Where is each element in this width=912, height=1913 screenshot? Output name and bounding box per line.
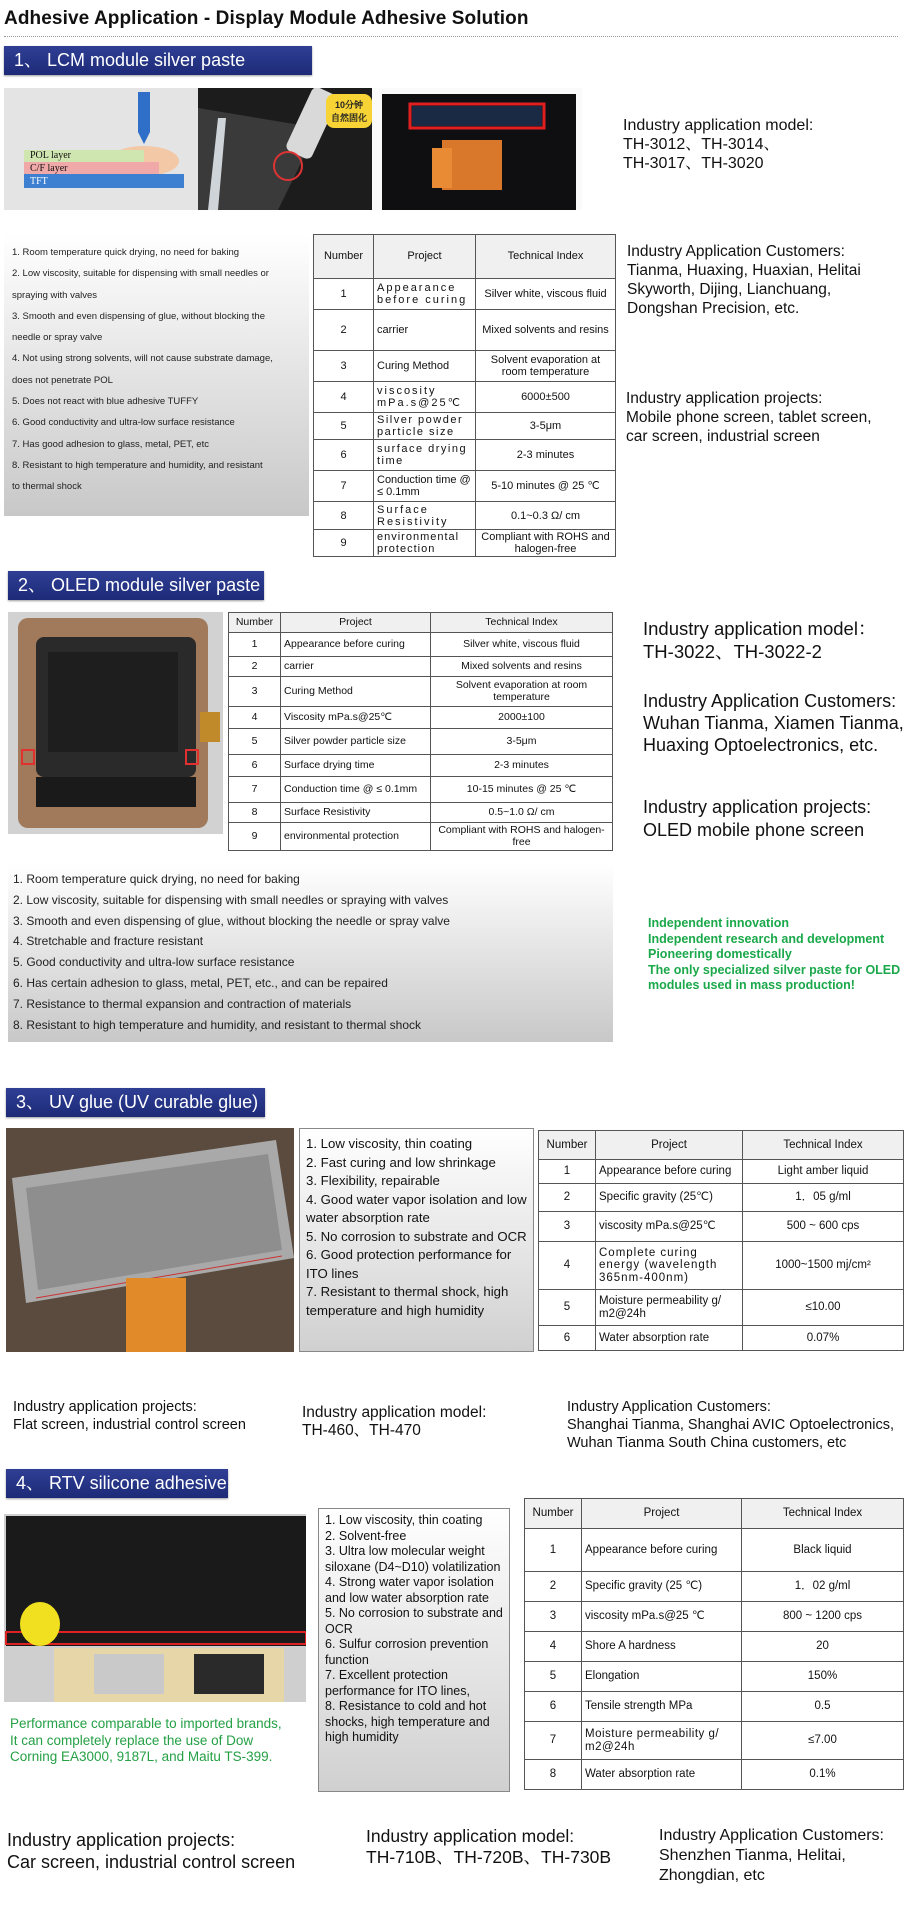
section-2-projects [643,796,871,842]
section-4-header: 4、 RTV silicone adhesive [6,1469,228,1498]
page-title: Adhesive Application - Display Module Adhesive Solution [4,8,529,29]
highlight-line: Pioneering domestically [648,947,792,961]
section-1-customers [627,242,861,318]
feature-line: needle or spray valve [12,332,103,344]
title-divider [4,36,898,37]
feature-line: 7. Has good adhesion to glass, metal, PET, etc [12,438,209,450]
table-row: 6 surface drying time 2-3 minutes [314,440,616,471]
projects-line-1: OLED mobile phone screen [643,820,865,840]
feature-line: 1. Low viscosity, thin coating [306,1136,473,1151]
feature-line: 2. Fast curing and low shrinkage [306,1154,496,1170]
table-row: 2 carrier Mixed solvents and resins [314,310,616,351]
section-4-features [318,1508,510,1792]
highlight-line: Independent research and development [648,931,885,946]
feature-line: 5. No corrosion to substrate and OCR [306,1228,527,1244]
table-row: 2 Specific gravity (25℃) 1．05 g/ml [539,1184,904,1212]
highlight-line: The only specialized silver paste for OLED [648,962,901,977]
section-3-features [299,1128,534,1352]
feature-line: 7. Excellent protection performance for ITO lines, [325,1668,470,1698]
rtv-silicone-graphic [4,1514,306,1702]
table-row: 6 Tensile strength MPa 0.5 [525,1692,904,1722]
customers-heading: Industry Application Customers: [567,1399,771,1415]
customers-line-2: Skyworth, Dijing, Lianchuang, [627,281,832,298]
header-project: Project [596,1131,743,1160]
section-1-model [623,116,813,173]
feature-line: does not penetrate POL [12,374,113,386]
table-row: 3 Curing Method Solvent evaporation at room temperature [314,351,616,382]
lcm-module-photo [372,88,582,210]
comparison-line: Performance comparable to imported brands, [10,1716,282,1731]
customers-line-1: Shenzhen Tianma, Helitai, [659,1847,846,1864]
feature-line: 6. Sulfur corrosion prevention function [325,1637,489,1667]
feature-line: 2. Low viscosity, suitable for dispensing with small needles or spraying with valves [13,892,449,907]
projects-heading: Industry application projects: [643,797,872,817]
uv-glue-graphic [6,1128,294,1352]
section-4-spec-table [524,1498,904,1790]
feature-line: 3. Ultra low molecular weight siloxane (D4~D10) volatilization [325,1544,501,1574]
projects-line-2: car screen, industrial screen [626,428,820,445]
table-row: 8 Water absorption rate 0.1% [525,1760,904,1790]
section-1-spec-table [313,234,616,557]
model-heading: Industry application model： [643,618,877,639]
table-row: 1 Appearance before curing Black liquid [525,1529,904,1572]
table-row: 7 Moisture permeability g/ m2@24h ≤7.00 [525,1722,904,1760]
lcm-module-graphic [372,88,582,210]
customers-heading: Industry Application Customers: [627,243,845,260]
table-row: 2 carrier Mixed solvents and resins [229,657,613,677]
section-3-model [302,1404,486,1440]
table-row: 1 Appearance before curing Silver white, viscous fluid [229,633,613,657]
feature-line: 6. Good conductivity and ultra-low surface resistance [12,417,235,429]
oled-module-photo [8,612,223,834]
customers-line-2: Zhongdian, etc [659,1867,765,1884]
header-technical-index: Technical Index [742,1499,904,1529]
feature-line: 1. Room temperature quick drying, no need for baking [12,247,240,258]
feature-line: 5. Good conductivity and ultra-low surface resistance [13,955,295,970]
section-2-spec-table [228,612,613,851]
model-line-2: TH-3017、TH-3020 [623,155,764,172]
feature-line: 6. Good protection performance for ITO lines [306,1247,512,1281]
oled-module-graphic [8,612,223,834]
highlight-line: modules used in mass production! [648,978,855,992]
section-2-customers [643,690,912,756]
section-2-model [643,617,876,663]
tft-layer-label: TFT [30,176,48,187]
table-row: 3 viscosity mPa.s@25 ℃ 800 ~ 1200 cps [525,1602,904,1632]
customers-line-2: Huaxing Optoelectronics, etc. [643,735,879,755]
feature-line: 3. Flexibility, repairable [306,1173,440,1188]
section-1-header: 1、 LCM module silver paste [4,46,312,75]
section-4-projects [7,1829,295,1873]
dispensing-photo [198,88,373,210]
table-row: 1 Appearance before curing Light amber liquid [539,1160,904,1184]
feature-line: 1. Low viscosity, thin coating [325,1513,483,1527]
layer-diagram-graphic [4,88,200,210]
table-row: 2 Specific gravity (25 ℃) 1．02 g/ml [525,1572,904,1602]
model-line-1: TH-3022、TH-3022-2 [643,641,822,662]
customers-heading: Industry Application Customers: [659,1827,884,1844]
feature-line: spraying with valves [12,289,98,301]
feature-line: 5. No corrosion to substrate and OCR [325,1606,503,1636]
cf-layer-label: C/F layer [30,163,68,174]
table-row: 6 Surface drying time 2-3 minutes [229,755,613,777]
feature-line: 2. Solvent-free [325,1528,407,1543]
feature-line: 8. Resistant to high temperature and humidity, and resistant [12,459,263,471]
model-heading: Industry application model: [623,117,814,134]
customers-line-1: Wuhan Tianma, Xiamen Tianma, [643,713,904,733]
table-row: 8 Surface Resistivity 0.5~1.0 Ω/ cm [229,803,613,823]
section-1-features [4,234,309,516]
header-technical-index: Technical Index [431,613,613,633]
table-row: 4 Shore A hardness 20 [525,1632,904,1662]
projects-line-1: Mobile phone screen, tablet screen, [626,409,872,426]
table-row: 5 Elongation 150% [525,1662,904,1692]
section-3-header: 3、 UV glue (UV curable glue) [6,1088,265,1117]
feature-line: 3. Smooth and even dispensing of glue, without blocking the [12,310,265,322]
feature-line: 4. Strong water vapor isolation and low water absorption rate [325,1575,494,1605]
rtv-silicone-photo [4,1514,306,1702]
table-row: 4 Viscosity mPa.s@25℃ 2000±100 [229,707,613,729]
projects-heading: Industry application projects: [626,390,823,407]
feature-line: 4. Good water vapor isolation and low water absorption rate [306,1191,527,1225]
customers-line-1: Tianma, Huaxing, Huaxian, Helitai [627,262,861,279]
section-3-customers [567,1398,894,1452]
uv-glue-photo [6,1128,294,1352]
section-1-projects [626,389,872,446]
section-4-model [366,1826,611,1868]
table-row: 4 Complete curing energy (wavelength 365nm-400nm) 1000~1500 mj/cm² [539,1242,904,1290]
comparison-line: It can completely replace the use of Dow [10,1732,254,1748]
projects-line-1: Car screen, industrial control screen [7,1852,296,1872]
feature-line: 1. Room temperature quick drying, no need for baking [13,872,300,886]
feature-line: 8. Resistant to high temperature and humidity, and resistant to thermal shock [13,1017,421,1032]
table-row: 8 Surface Resistivity 0.1~0.3 Ω/ cm [314,502,616,530]
table-row: 9 environmental protection Compliant with ROHS and halogen-free [229,823,613,851]
feature-line: 7. Resistance to thermal expansion and contraction of materials [13,996,352,1011]
table-row: 5 Moisture permeability g/ m2@24h ≤10.00 [539,1290,904,1326]
projects-heading: Industry application projects: [7,1830,236,1850]
header-technical-index: Technical Index [743,1131,904,1160]
feature-line: 7. Resistant to thermal shock, high temperature and high humidity [306,1284,509,1318]
section-2-highlights [648,916,912,994]
customers-heading: Industry Application Customers: [643,691,897,711]
feature-line: 8. Resistance to cold and hot shocks, high temperature and high humidity [325,1699,490,1744]
model-heading: Industry application model: [302,1404,487,1421]
feature-line: 3. Smooth and even dispensing of glue, without blocking the needle or spray valve [13,913,450,928]
table-row: 7 Conduction time @ ≤ 0.1mm 10-15 minutes @ 25 ℃ [229,777,613,803]
section-2-header: 2、 OLED module silver paste [8,571,264,600]
feature-line: to thermal shock [12,481,82,493]
model-line-1: TH-3012、TH-3014、 [623,136,780,153]
feature-line: 6. Has certain adhesion to glass, metal, PET, etc., and can be repaired [13,975,388,990]
section-3-spec-table [538,1130,904,1351]
projects-heading: Industry application projects: [13,1399,197,1415]
table-row: 1 Appearance before curing Silver white, viscous fluid [314,279,616,310]
table-row: 5 Silver powder particle size 3-5μm [314,413,616,440]
model-line-1: TH-460、TH-470 [302,1422,421,1439]
feature-line: 2. Low viscosity, suitable for dispensing with small needles or [12,268,269,280]
layer-diagram [4,88,200,210]
model-line-1: TH-710B、TH-720B、TH-730B [366,1847,612,1867]
section-2-features [8,864,613,1042]
header-technical-index: Technical Index [476,235,616,279]
table-row: 6 Water absorption rate 0.07% [539,1326,904,1351]
header-project: Project [582,1499,742,1529]
header-project: Project [281,613,431,633]
header-number: Number [525,1499,582,1529]
section-3-projects [13,1398,246,1434]
comparison-line: Corning EA3000, 9187L, and Maitu TS-399. [10,1749,273,1764]
header-number: Number [314,235,374,279]
table-row: 9 environmental protection Compliant with ROHS and halogen-free [314,530,616,557]
feature-line: 5. Does not react with blue adhesive TUFFY [12,396,199,408]
feature-line: 4. Stretchable and fracture resistant [13,934,204,949]
table-row: 7 Conduction time @ ≤ 0.1mm 5-10 minutes @ 25 ℃ [314,471,616,502]
projects-line-1: Flat screen, industrial control screen [13,1417,246,1433]
section-4-customers [659,1826,884,1886]
customers-line-1: Shanghai Tianma, Shanghai AVIC Optoelectronics, [567,1417,894,1433]
header-number: Number [539,1131,596,1160]
section-4-comparison [10,1716,282,1766]
table-row: 5 Silver powder particle size 3-5μm [229,729,613,755]
highlight-line: Independent innovation [648,916,789,930]
feature-line: 4. Not using strong solvents, will not cause substrate damage, [12,353,273,365]
header-project: Project [374,235,476,279]
table-row: 4 viscosity mPa.s@25℃ 6000±500 [314,382,616,413]
model-heading: Industry application model: [366,1826,575,1846]
table-row: 3 viscosity mPa.s@25℃ 500 ~ 600 cps [539,1212,904,1242]
pol-layer-label: POL layer [30,150,72,161]
cure-time-badge: 10分钟 自然固化 [330,100,367,123]
table-row: 3 Curing Method Solvent evaporation at room temperature [229,677,613,707]
customers-line-2: Wuhan Tianma South China customers, etc [567,1435,847,1451]
customers-line-3: Dongshan Precision, etc. [627,300,800,317]
header-number: Number [229,613,281,633]
